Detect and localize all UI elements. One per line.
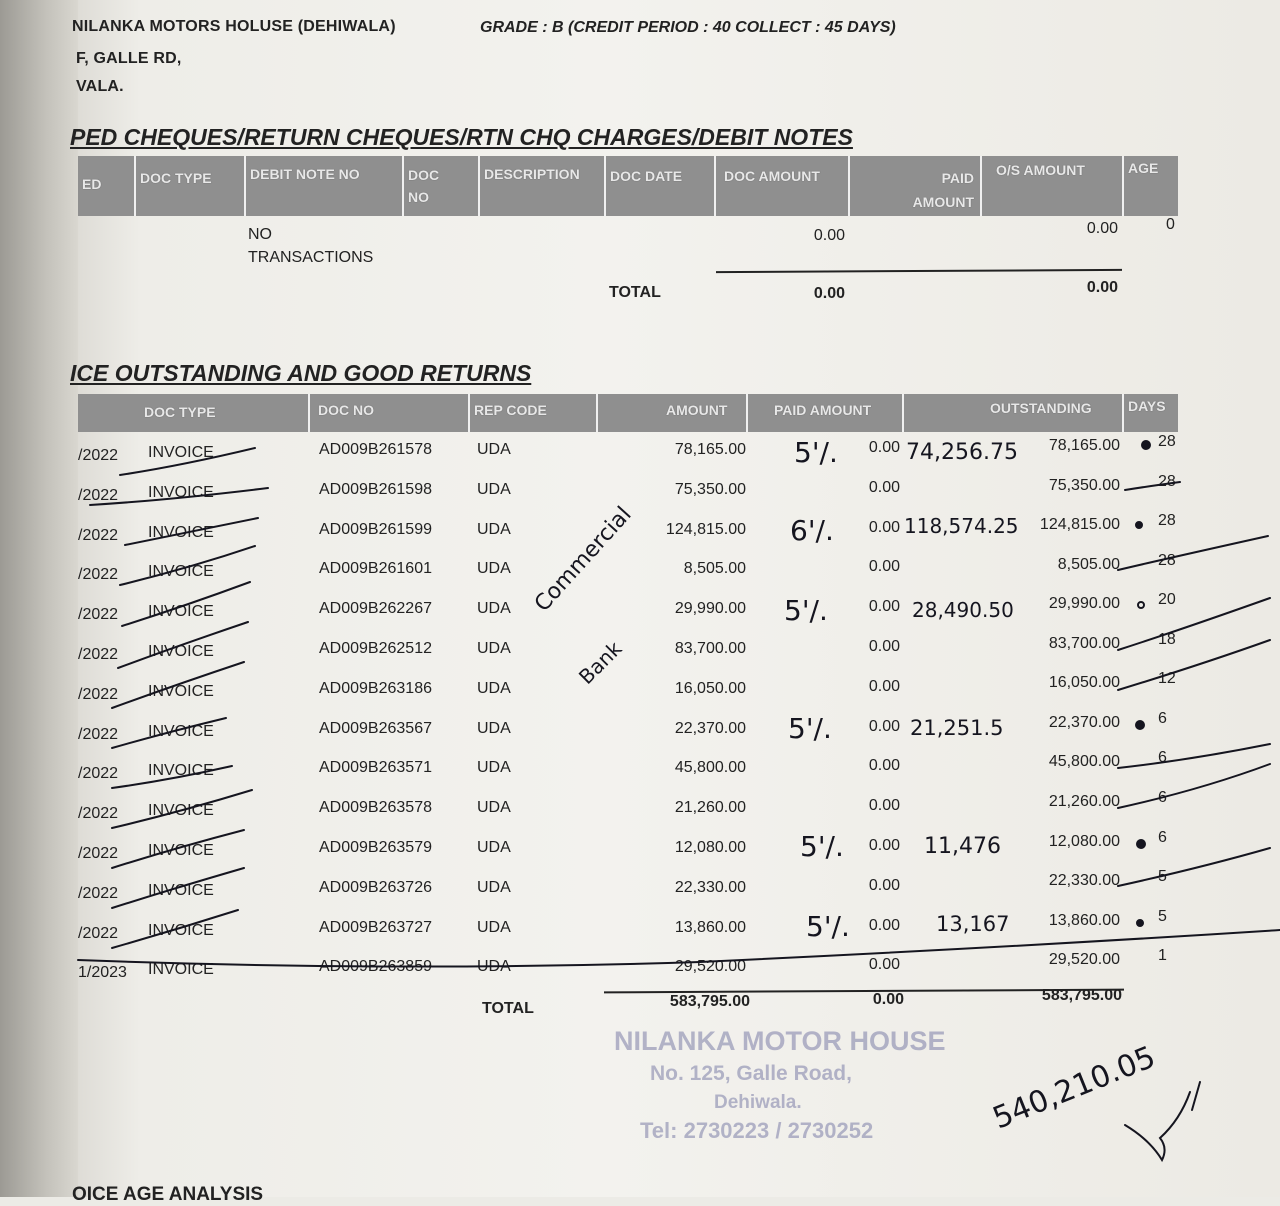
strike-line <box>112 662 244 708</box>
hw-pct-row5: 5'/. <box>784 594 828 627</box>
row-doc-type: INVOICE <box>148 723 214 740</box>
row-doc-no: AD009B263579 <box>319 839 432 856</box>
row-rep-code: UDA <box>477 958 511 975</box>
row-outstanding: 29,520.00 <box>1048 951 1120 968</box>
col-doc-date: DOC DATE <box>610 168 683 184</box>
row-days: 28 <box>1158 512 1176 529</box>
row-paid: 0.00 <box>868 757 900 774</box>
col-paid-amount: PAID AMOUNT <box>912 170 974 210</box>
row-outstanding: 29,990.00 <box>1048 595 1120 612</box>
row-rep-code: UDA <box>477 560 511 577</box>
row-outstanding: 45,800.00 <box>1048 753 1120 770</box>
row-doc-no: AD009B263571 <box>319 759 432 776</box>
row-outstanding: 16,050.00 <box>1048 674 1120 691</box>
row-doc-type: INVOICE <box>148 802 214 819</box>
row-doc-no: AD009B262512 <box>319 640 432 657</box>
row-doc-no: AD009B263186 <box>319 680 432 697</box>
col-age: AGE <box>1128 160 1159 176</box>
strike-line <box>125 518 258 545</box>
row-paid: 0.00 <box>868 558 900 575</box>
cheque-age: 0 <box>1166 216 1175 233</box>
strike-line <box>112 868 244 908</box>
row-paid: 0.00 <box>868 479 900 496</box>
row-rep-code: UDA <box>477 759 511 776</box>
row-amount: 75,350.00 <box>674 481 746 498</box>
invoice-total-amount: 583,795.00 <box>669 993 750 1010</box>
row-amount: 45,800.00 <box>674 759 746 776</box>
hw-net-row1: 74,256.75 <box>906 440 1018 465</box>
row-days: 12 <box>1158 670 1176 687</box>
row-rep-code: UDA <box>477 521 511 538</box>
row-doc-type: INVOICE <box>148 762 214 779</box>
row-rep-code: UDA <box>477 441 511 458</box>
row-doc-type: INVOICE <box>148 563 214 580</box>
row-paid: 0.00 <box>868 956 900 973</box>
row-amount: 22,330.00 <box>674 879 746 896</box>
row-doc-no: AD009B263726 <box>319 879 432 896</box>
hw-net-row5: 28,490.50 <box>912 598 1014 622</box>
row-days: 28 <box>1158 552 1176 569</box>
row-outstanding: 83,700.00 <box>1048 635 1120 652</box>
row-days: 6 <box>1158 749 1167 766</box>
hw-net-row11: 11,476 <box>924 834 1001 859</box>
hw-net-row8: 21,251.5 <box>910 716 1004 740</box>
row-paid: 0.00 <box>868 678 900 695</box>
col-inv-doc-type: DOC TYPE <box>144 404 216 420</box>
row-outstanding: 8,505.00 <box>1057 556 1120 573</box>
row-amount: 13,860.00 <box>674 919 746 936</box>
strike-line <box>78 930 1280 967</box>
strike-line <box>112 910 238 948</box>
col-doc-no: DOC NO <box>408 167 440 205</box>
col-doc-type: DOC TYPE <box>140 170 212 186</box>
row-paid: 0.00 <box>868 797 900 814</box>
cheque-os-amount: 0.00 <box>1086 220 1118 237</box>
cheque-total-label: TOTAL <box>609 284 661 301</box>
row-rep-code: UDA <box>477 919 511 936</box>
row-doc-no: AD009B261598 <box>319 481 432 498</box>
row-amount: 78,165.00 <box>674 441 746 458</box>
strike-line <box>112 718 226 748</box>
row-rep-code: UDA <box>477 839 511 856</box>
strike-line <box>1118 598 1270 650</box>
row-amount: 22,370.00 <box>674 720 746 737</box>
row-days: 18 <box>1158 631 1176 648</box>
row-doc-no: AD009B261601 <box>319 560 432 577</box>
row-doc-type: INVOICE <box>148 882 214 899</box>
col-inv-doc-no: DOC NO <box>318 402 374 418</box>
no-transactions-line2: TRANSACTIONS <box>248 249 374 266</box>
row-date: /2022 <box>78 487 119 504</box>
row-amount: 29,990.00 <box>674 600 746 617</box>
hw-net-row13: 13,167 <box>936 912 1010 936</box>
cheque-doc-amount: 0.00 <box>813 227 845 244</box>
row-outstanding: 78,165.00 <box>1048 437 1120 454</box>
hw-grand-total: 540,210.05 <box>988 1039 1161 1137</box>
strike-line <box>1125 482 1180 490</box>
row-doc-no: AD009B261578 <box>319 441 432 458</box>
row-days: 28 <box>1158 473 1176 490</box>
row-days: 6 <box>1158 789 1167 806</box>
row-outstanding: 21,260.00 <box>1048 793 1120 810</box>
row-doc-type: INVOICE <box>148 922 214 939</box>
cheque-total-doc-amount: 0.00 <box>813 285 845 302</box>
row-date: /2022 <box>78 527 119 544</box>
col-inv-paid-amount: PAID AMOUNT <box>774 402 872 418</box>
credit-grade: GRADE : B (CREDIT PERIOD : 40 COLLECT : 45 DAYS) <box>480 19 896 36</box>
row-doc-type: INVOICE <box>148 484 214 501</box>
hw-pct-row3: 6'/. <box>790 514 834 547</box>
col-inv-outstanding: OUTSTANDING <box>990 400 1092 416</box>
row-amount: 83,700.00 <box>674 640 746 657</box>
strike-line <box>1118 848 1270 886</box>
row-amount: 12,080.00 <box>674 839 746 856</box>
hw-net-row3: 118,574.25 <box>904 514 1019 538</box>
invoice-total-label: TOTAL <box>482 1000 534 1017</box>
col-ed: ED <box>82 176 102 192</box>
row-doc-no: AD009B262267 <box>319 600 432 617</box>
col-inv-amount: AMOUNT <box>666 402 728 418</box>
age-analysis-title: OICE AGE ANALYSIS <box>72 1184 264 1205</box>
col-inv-days: DAYS <box>1128 398 1166 414</box>
row-rep-code: UDA <box>477 799 511 816</box>
row-rep-code: UDA <box>477 600 511 617</box>
row-date: /2022 <box>78 566 119 583</box>
col-description: DESCRIPTION <box>484 166 580 182</box>
row-paid: 0.00 <box>868 638 900 655</box>
no-transactions-line1: NO <box>248 226 272 243</box>
row-days: 28 <box>1158 433 1176 450</box>
signature <box>1125 1082 1200 1160</box>
row-amount: 21,260.00 <box>674 799 746 816</box>
row-date: /2022 <box>78 447 119 464</box>
row-rep-code: UDA <box>477 640 511 657</box>
strike-line <box>90 488 268 505</box>
row-outstanding: 12,080.00 <box>1048 833 1120 850</box>
stamp-line-1: NILANKA MOTOR HOUSE <box>614 1026 946 1056</box>
strike-line <box>1118 764 1270 808</box>
row-rep-code: UDA <box>477 879 511 896</box>
invoice-total-paid: 0.00 <box>872 991 904 1008</box>
row-outstanding: 22,370.00 <box>1048 714 1120 731</box>
cheques-section-title: PED CHEQUES/RETURN CHEQUES/RTN CHQ CHARGES/DEBIT NOTES <box>70 124 853 150</box>
row-date: 1/2023 <box>78 964 127 981</box>
row-paid: 0.00 <box>868 519 900 536</box>
cheque-total-os-amount: 0.00 <box>1086 279 1118 296</box>
row-outstanding: 22,330.00 <box>1048 872 1120 889</box>
row-paid: 0.00 <box>868 917 900 934</box>
hw-pct-row11: 5'/. <box>800 830 844 863</box>
row-amount: 124,815.00 <box>665 521 746 538</box>
row-outstanding: 124,815.00 <box>1039 516 1120 533</box>
row-days: 5 <box>1158 908 1167 925</box>
row-doc-type: INVOICE <box>148 603 214 620</box>
strike-line <box>1118 744 1270 768</box>
row-paid: 0.00 <box>868 837 900 854</box>
row-doc-no: AD009B263567 <box>319 720 432 737</box>
row-paid: 0.00 <box>868 718 900 735</box>
row-amount: 29,520.00 <box>674 958 746 975</box>
row-date: /2022 <box>78 845 119 862</box>
strike-line <box>120 546 255 585</box>
strike-line <box>112 790 252 828</box>
hw-bank-line-2: Bank <box>574 636 627 689</box>
row-days: 5 <box>1158 868 1167 885</box>
stamp-line-4: Tel: 2730223 / 2730252 <box>640 1118 874 1143</box>
row-rep-code: UDA <box>477 720 511 737</box>
row-days: 1 <box>1158 947 1167 964</box>
row-date: /2022 <box>78 606 119 623</box>
stamp-line-2: No. 125, Galle Road, <box>650 1062 852 1085</box>
row-days: 20 <box>1158 591 1176 608</box>
row-date: /2022 <box>78 805 119 822</box>
row-outstanding: 13,860.00 <box>1048 912 1120 929</box>
hw-pct-row8: 5'/. <box>788 712 832 745</box>
company-name: NILANKA MOTORS HOLUSE (DEHIWALA) <box>72 18 396 35</box>
row-amount: 8,505.00 <box>683 560 746 577</box>
strike-line <box>1118 640 1270 690</box>
invoice-section-title: ICE OUTSTANDING AND GOOD RETURNS <box>70 360 532 386</box>
strike-line <box>112 766 232 788</box>
row-outstanding: 75,350.00 <box>1048 477 1120 494</box>
col-inv-rep-code: REP CODE <box>474 402 547 418</box>
row-rep-code: UDA <box>477 680 511 697</box>
row-paid: 0.00 <box>868 877 900 894</box>
row-doc-no: AD009B263859 <box>319 958 432 975</box>
row-doc-no: AD009B263578 <box>319 799 432 816</box>
strike-line <box>118 622 248 668</box>
invoice-total-outstanding: 583,795.00 <box>1041 987 1122 1004</box>
row-doc-type: INVOICE <box>148 961 214 978</box>
hw-bank-line-1: Commercial <box>530 502 637 617</box>
row-doc-type: INVOICE <box>148 842 214 859</box>
row-date: /2022 <box>78 925 119 942</box>
row-doc-type: INVOICE <box>148 683 214 700</box>
col-doc-amount: DOC AMOUNT <box>724 168 820 184</box>
stamp-line-3: Dehiwala. <box>714 1092 802 1113</box>
row-rep-code: UDA <box>477 481 511 498</box>
row-paid: 0.00 <box>868 439 900 456</box>
row-doc-no: AD009B263727 <box>319 919 432 936</box>
address-line-2: VALA. <box>76 78 124 95</box>
row-date: /2022 <box>78 885 119 902</box>
row-amount: 16,050.00 <box>674 680 746 697</box>
row-date: /2022 <box>78 726 119 743</box>
col-debit-note-no: DEBIT NOTE NO <box>250 166 360 182</box>
hw-pct-row1: 5'/. <box>794 436 838 469</box>
row-date: /2022 <box>78 765 119 782</box>
row-doc-type: INVOICE <box>148 643 214 660</box>
row-days: 6 <box>1158 829 1167 846</box>
strike-line <box>122 582 250 626</box>
col-os-amount: O/S AMOUNT <box>996 162 1085 178</box>
row-date: /2022 <box>78 646 119 663</box>
strike-line <box>112 830 244 868</box>
row-date: /2022 <box>78 686 119 703</box>
row-days: 6 <box>1158 710 1167 727</box>
row-paid: 0.00 <box>868 598 900 615</box>
row-doc-type: INVOICE <box>148 524 214 541</box>
row-doc-no: AD009B261599 <box>319 521 432 538</box>
row-doc-type: INVOICE <box>148 444 214 461</box>
address-line-1: F, GALLE RD, <box>76 50 182 67</box>
strike-line <box>120 448 255 475</box>
strike-line <box>1118 536 1268 570</box>
hw-pct-row13: 5'/. <box>806 910 850 943</box>
